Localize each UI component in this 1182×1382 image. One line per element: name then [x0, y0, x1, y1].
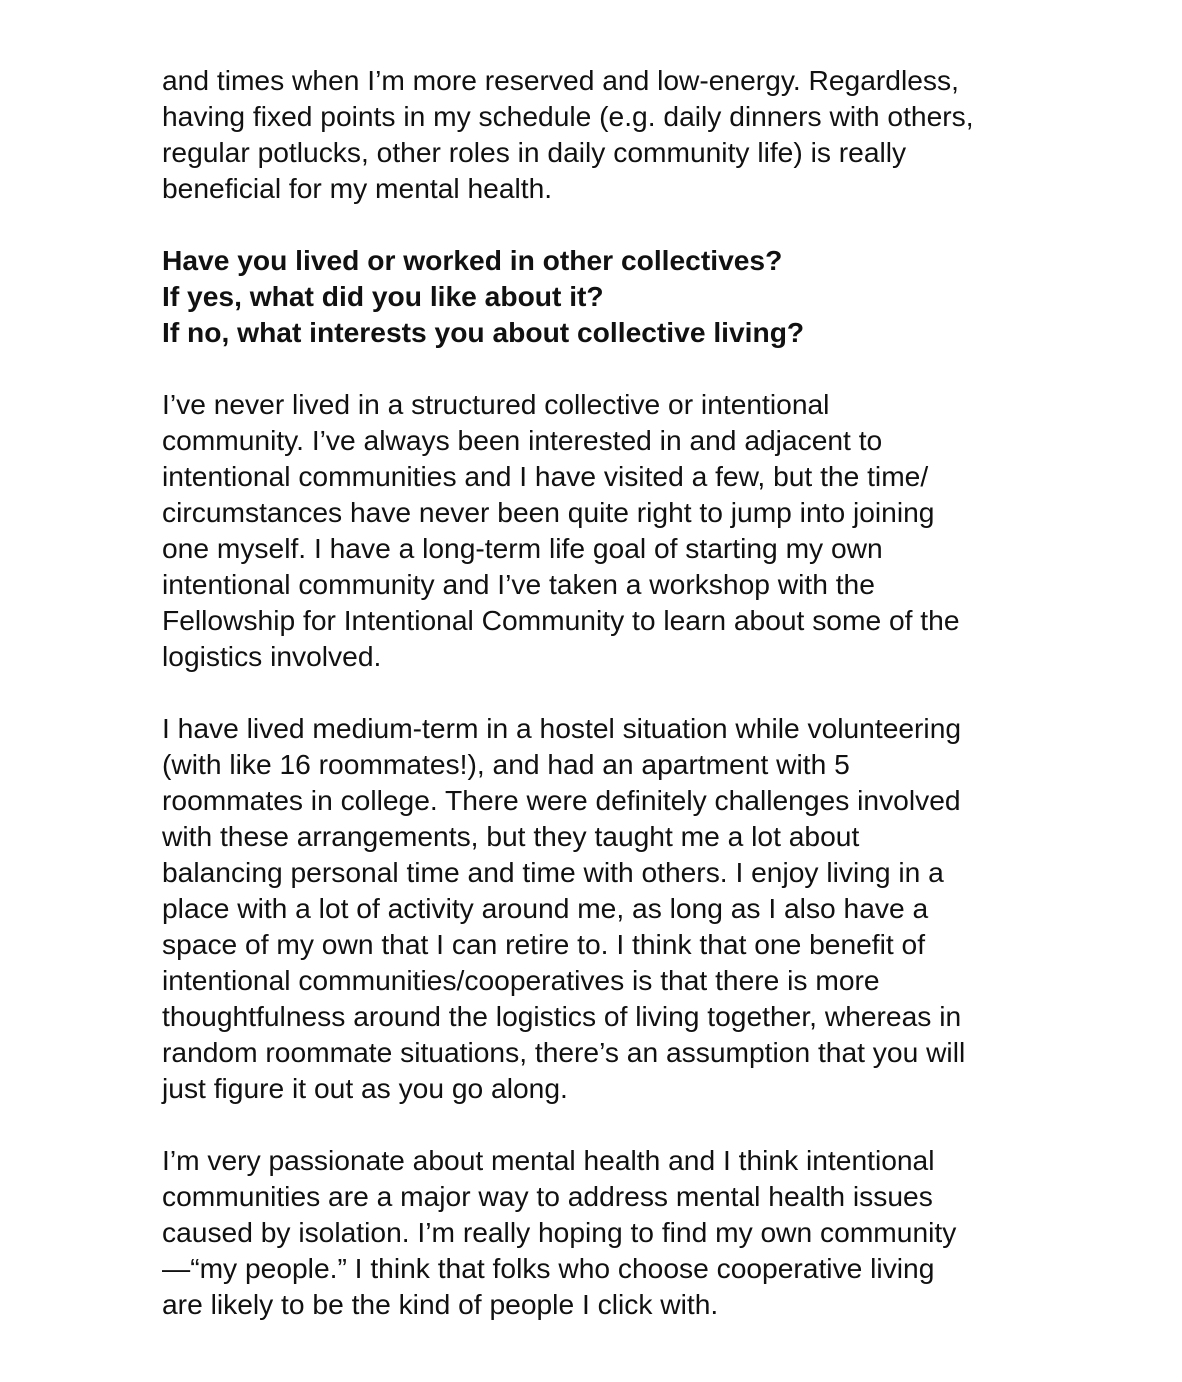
paragraph-line: I have lived medium-term in a hostel situation while volunteering	[162, 712, 962, 744]
paragraph-line: intentional communities/cooperatives is that there is more	[162, 964, 880, 996]
paragraph-line: thoughtfulness around the logistics of living together, whereas in	[162, 1000, 962, 1032]
paragraph-line: regular potlucks, other roles in daily community life) is really	[162, 136, 907, 168]
paragraph-line: caused by isolation. I’m really hoping to find my own community	[162, 1216, 957, 1248]
paragraph-spacer	[162, 350, 1042, 386]
paragraph-line: —“my people.” I think that folks who choose cooperative living	[162, 1252, 935, 1284]
paragraph-line: communities are a major way to address mental health issues	[162, 1180, 933, 1212]
paragraph-line: place with a lot of activity around me, as long as I also have a	[162, 892, 929, 924]
paragraph-line: with these arrangements, but they taught me a lot about	[162, 820, 860, 852]
paragraph-line: I’m very passionate about mental health and I think intentional	[162, 1144, 935, 1176]
paragraph-spacer	[162, 674, 1042, 710]
paragraph-line: community. I’ve always been interested in and adjacent to	[162, 424, 883, 456]
paragraph-line: beneficial for my mental health.	[162, 172, 553, 204]
document-body	[162, 62, 1042, 1322]
answer-paragraph-3	[162, 1142, 1042, 1322]
question-line: If no, what interests you about collective living?	[162, 316, 805, 348]
paragraph-line: and times when I’m more reserved and low-energy. Regardless,	[162, 64, 959, 96]
paragraph-line: Fellowship for Intentional Community to learn about some of the	[162, 604, 960, 636]
paragraph-line: random roommate situations, there’s an assumption that you will	[162, 1036, 966, 1068]
paragraph-line: having fixed points in my schedule (e.g. daily dinners with others,	[162, 100, 974, 132]
paragraph-spacer	[162, 206, 1042, 242]
paragraph-spacer	[162, 1106, 1042, 1142]
question-line: If yes, what did you like about it?	[162, 280, 604, 312]
paragraph-line: just figure it out as you go along.	[162, 1072, 568, 1104]
intro-paragraph	[162, 62, 1042, 206]
paragraph-line: balancing personal time and time with others. I enjoy living in a	[162, 856, 944, 888]
paragraph-line: I’ve never lived in a structured collective or intentional	[162, 388, 830, 420]
paragraph-line: one myself. I have a long-term life goal of starting my own	[162, 532, 883, 564]
paragraph-line: circumstances have never been quite right to jump into joining	[162, 496, 935, 528]
paragraph-line: intentional communities and I have visited a few, but the time/	[162, 460, 929, 492]
paragraph-line: are likely to be the kind of people I click with.	[162, 1288, 719, 1320]
paragraph-line: logistics involved.	[162, 640, 382, 672]
question-heading	[162, 242, 1042, 350]
answer-paragraph-1	[162, 386, 1042, 674]
question-line: Have you lived or worked in other collectives?	[162, 244, 783, 276]
paragraph-line: space of my own that I can retire to. I think that one benefit of	[162, 928, 926, 960]
paragraph-line: (with like 16 roommates!), and had an apartment with 5	[162, 748, 850, 780]
paragraph-line: intentional community and I’ve taken a workshop with the	[162, 568, 875, 600]
paragraph-line: roommates in college. There were definitely challenges involved	[162, 784, 961, 816]
answer-paragraph-2	[162, 710, 1042, 1106]
